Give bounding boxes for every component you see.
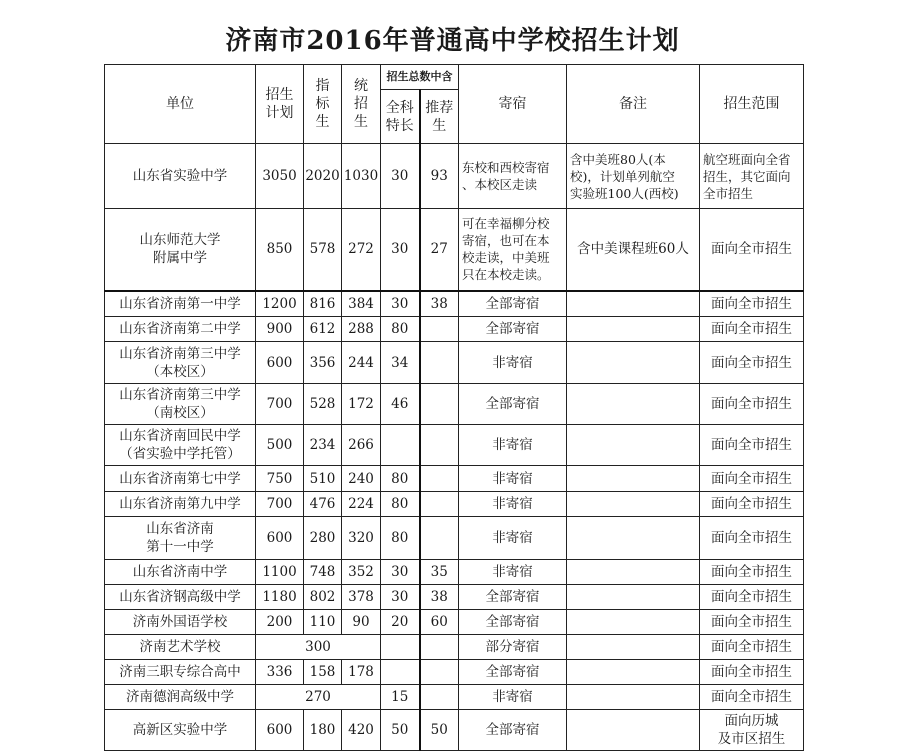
header-scope: 招生范围 [700,65,804,144]
unit-name: 山东省济南 第十一中学 [105,517,256,560]
notes-cell [567,660,700,685]
scope-cell: 面向全市招生 [700,560,804,585]
table-row [105,317,804,342]
quota-cell: 356 [304,342,342,384]
scope-cell: 面向全市招生 [700,585,804,610]
unit-name: 济南三职专综合高中 [105,660,256,685]
plan-cell: 600 [256,710,304,751]
unit-name: 山东省济南第七中学 [105,466,256,492]
scope-cell: 面向全市招生 [700,660,804,685]
specialty-cell: 20 [381,610,420,635]
header-specialty: 全科 特长 [381,90,420,144]
header-recommended: 推荐 生 [420,90,459,144]
header-notes: 备注 [567,65,700,144]
plan-cell: 200 [256,610,304,635]
boarding-cell: 全部寄宿 [459,610,567,635]
specialty-cell: 80 [381,492,420,517]
scope-cell: 面向全市招生 [700,466,804,492]
plan-cell: 900 [256,317,304,342]
specialty-cell: 50 [381,710,420,751]
specialty-cell [381,635,420,660]
plan-cell: 750 [256,466,304,492]
table-row [105,144,804,209]
recommended-cell [420,342,459,384]
notes-cell [567,560,700,585]
quota-cell: 578 [304,209,342,291]
plan-cell: 850 [256,209,304,291]
unified-cell: 352 [342,560,381,585]
table-row [105,710,804,751]
scope-cell: 面向全市招生 [700,291,804,317]
scope-cell: 面向全市招生 [700,425,804,466]
plan-cell: 600 [256,517,304,560]
unified-cell: 266 [342,425,381,466]
boarding-cell: 非寄宿 [459,560,567,585]
specialty-cell: 30 [381,209,420,291]
boarding-cell: 全部寄宿 [459,660,567,685]
merged-total-cell: 300 [256,635,381,660]
notes-cell [567,635,700,660]
quota-cell: 612 [304,317,342,342]
unit-name: 山东省济南中学 [105,560,256,585]
notes-cell: 含中美班80人(本 校)，计划单列航空 实验班100人(西校) [567,144,700,209]
quota-cell: 2020 [304,144,342,209]
specialty-cell: 15 [381,685,420,710]
recommended-cell [420,384,459,425]
unit-name: 山东省济南第九中学 [105,492,256,517]
plan-cell: 700 [256,492,304,517]
recommended-cell [420,517,459,560]
notes-cell [567,492,700,517]
specialty-cell [381,425,420,466]
boarding-cell: 非寄宿 [459,517,567,560]
scope-cell: 面向全市招生 [700,610,804,635]
unified-cell: 288 [342,317,381,342]
specialty-cell: 30 [381,560,420,585]
table-row [105,660,804,685]
boarding-cell: 非寄宿 [459,685,567,710]
unified-cell: 320 [342,517,381,560]
notes-cell [567,710,700,751]
scope-cell: 面向全市招生 [700,635,804,660]
notes-cell [567,466,700,492]
unified-cell: 420 [342,710,381,751]
plan-cell: 1100 [256,560,304,585]
quota-cell: 280 [304,517,342,560]
unit-name: 高新区实验中学 [105,710,256,751]
quota-cell: 510 [304,466,342,492]
unified-cell: 178 [342,660,381,685]
unified-cell: 172 [342,384,381,425]
scope-cell: 面向全市招生 [700,342,804,384]
unit-name: 山东省济南回民中学 （省实验中学托管） [105,425,256,466]
unit-name: 山东省济南第一中学 [105,291,256,317]
recommended-cell [420,317,459,342]
notes-cell [567,585,700,610]
plan-cell: 1180 [256,585,304,610]
unified-cell: 1030 [342,144,381,209]
recommended-cell: 93 [420,144,459,209]
specialty-cell: 30 [381,144,420,209]
merged-total-cell: 270 [256,685,381,710]
page-title: 济南市2016年普通高中学校招生计划 [225,26,680,56]
boarding-cell: 非寄宿 [459,466,567,492]
recommended-cell: 35 [420,560,459,585]
recommended-cell: 38 [420,585,459,610]
scope-cell: 面向历城 及市区招生 [700,710,804,751]
scope-cell: 面向全市招生 [700,517,804,560]
table-row [105,585,804,610]
specialty-cell: 46 [381,384,420,425]
notes-cell [567,610,700,635]
recommended-cell: 60 [420,610,459,635]
unit-name: 山东省实验中学 [105,144,256,209]
unit-name: 山东省济钢高级中学 [105,585,256,610]
unit-name: 济南外国语学校 [105,610,256,635]
boarding-cell: 东校和西校寄宿 、本校区走读 [459,144,567,209]
recommended-cell: 27 [420,209,459,291]
boarding-cell: 全部寄宿 [459,384,567,425]
plan-cell: 3050 [256,144,304,209]
specialty-cell: 80 [381,466,420,492]
header-unit: 单位 [105,65,256,144]
unit-name: 济南艺术学校 [105,635,256,660]
specialty-cell: 30 [381,291,420,317]
plan-cell: 600 [256,342,304,384]
notes-cell: 含中美课程班60人 [567,209,700,291]
scope-cell: 面向全市招生 [700,492,804,517]
scope-cell: 面向全市招生 [700,209,804,291]
plan-cell: 700 [256,384,304,425]
quota-cell: 476 [304,492,342,517]
table-row [105,425,804,466]
table-body [105,144,804,751]
notes-cell [567,517,700,560]
boarding-cell: 全部寄宿 [459,317,567,342]
boarding-cell: 全部寄宿 [459,585,567,610]
table-row [105,517,804,560]
boarding-cell: 非寄宿 [459,492,567,517]
table-row [105,384,804,425]
recommended-cell: 38 [420,291,459,317]
header-boarding: 寄宿 [459,65,567,144]
boarding-cell: 部分寄宿 [459,635,567,660]
table-row [105,342,804,384]
recommended-cell [420,492,459,517]
table-row [105,466,804,492]
unit-name: 山东师范大学 附属中学 [105,209,256,291]
table-row [105,560,804,585]
quota-cell: 748 [304,560,342,585]
specialty-cell: 80 [381,517,420,560]
quota-cell: 158 [304,660,342,685]
recommended-cell: 50 [420,710,459,751]
header-row [105,65,804,90]
specialty-cell [381,660,420,685]
quota-cell: 180 [304,710,342,751]
table-row [105,492,804,517]
unified-cell: 240 [342,466,381,492]
boarding-cell: 全部寄宿 [459,291,567,317]
quota-cell: 528 [304,384,342,425]
recommended-cell [420,425,459,466]
notes-cell [567,425,700,466]
unit-name: 山东省济南第三中学 （南校区） [105,384,256,425]
recommended-cell [420,466,459,492]
scope-cell: 航空班面向全省 招生，其它面向 全市招生 [700,144,804,209]
table-row [105,635,804,660]
header-plan: 招生 计划 [256,65,304,144]
specialty-cell: 80 [381,317,420,342]
header-quota: 指 标 生 [304,65,342,144]
unified-cell: 90 [342,610,381,635]
quota-cell: 234 [304,425,342,466]
boarding-cell: 非寄宿 [459,342,567,384]
unit-name: 济南德润高级中学 [105,685,256,710]
plan-cell: 500 [256,425,304,466]
recommended-cell [420,635,459,660]
scope-cell: 面向全市招生 [700,384,804,425]
plan-cell: 336 [256,660,304,685]
unit-name: 山东省济南第二中学 [105,317,256,342]
unit-name: 山东省济南第三中学 （本校区） [105,342,256,384]
scope-cell: 面向全市招生 [700,317,804,342]
notes-cell [567,384,700,425]
unified-cell: 244 [342,342,381,384]
table-row [105,291,804,317]
unified-cell: 224 [342,492,381,517]
quota-cell: 816 [304,291,342,317]
quota-cell: 802 [304,585,342,610]
recommended-cell [420,660,459,685]
unified-cell: 272 [342,209,381,291]
notes-cell [567,317,700,342]
table-row [105,685,804,710]
recommended-cell [420,685,459,710]
enrollment-plan-table [104,64,804,751]
notes-cell [567,685,700,710]
table-row [105,610,804,635]
plan-cell: 1200 [256,291,304,317]
scope-cell: 面向全市招生 [700,685,804,710]
quota-cell: 110 [304,610,342,635]
unified-cell: 378 [342,585,381,610]
table-row [105,209,804,291]
boarding-cell: 全部寄宿 [459,710,567,751]
specialty-cell: 34 [381,342,420,384]
specialty-cell: 30 [381,585,420,610]
boarding-cell: 非寄宿 [459,425,567,466]
header-included-group: 招生总数中含 [381,65,459,90]
notes-cell [567,291,700,317]
header-unified: 统 招 生 [342,65,381,144]
boarding-cell: 可在幸福柳分校 寄宿，也可在本 校走读，中美班 只在本校走读。 [459,209,567,291]
notes-cell [567,342,700,384]
unified-cell: 384 [342,291,381,317]
